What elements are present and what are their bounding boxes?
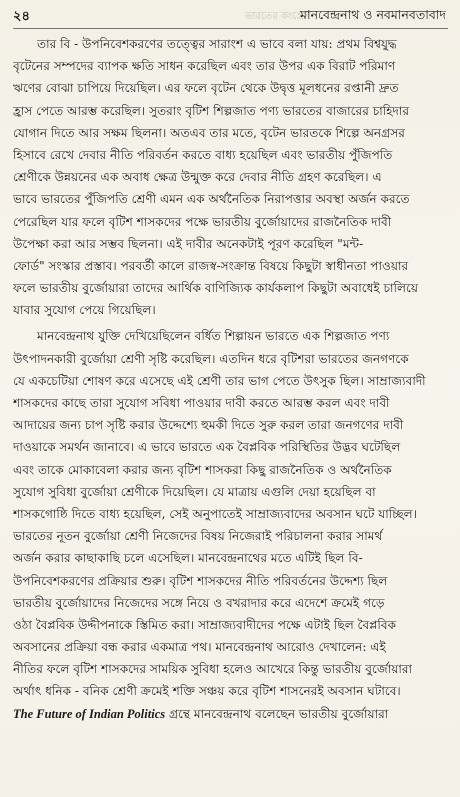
text-line: দাওয়াকে সমর্থন জানাবে। এ ভাবে ভারতে এক বৈপ্লবিক পরিস্থিতির উদ্ভব ঘটেছিল (13, 440, 401, 455)
text-line: মানবেন্দ্রনাথ যুক্তি দেখিয়েছিলেন বর্ধিত শিল্পায়ন ভারতে এক শিল্পজাত পণ্য (37, 329, 390, 344)
text-line: অর্থাৎ ধনিক - বনিক শ্রেণী ক্রমেই শক্তি সঞ্চয় করে বৃটিশ শাসনেরই অবসান ঘটাবে। (13, 684, 401, 699)
text-line: ভাবে ভারতের পুঁজিপতি শ্রেণী এমন এক অর্থনৈতিক নিরাপত্তার অবস্থা অর্জন করতে (13, 192, 410, 207)
text-line: সুযোগ সুবিধা বুর্জোয়া শ্রেণীকে দিয়েছিল। যে মাত্রায় এগুলি দেয়া হয়েছিল বা (13, 484, 376, 499)
text-line: অবসানের প্রক্রিয়া বন্ধ করার একমাত্র পথ। মানবেন্দ্রনাথ আরোও দেখালেন: এই (13, 640, 386, 655)
body-text (13, 33, 448, 725)
text-line: ভারতের নূতন বুর্জোয়া শ্রেণী নিজেদের বিষয় নিজেরাই পরিচালনা করার সামর্থ (13, 529, 383, 544)
text-line: শ্রেণীকে উন্নয়নের এক অবাধ ক্ষেত্র উন্মুক্ত করে দেবার নীতি গ্রহণ করেছিল। এ (13, 170, 382, 185)
text-line: যোগান দিতে আর সক্ষম ছিলনা। অতএব তার মতে, বৃটেন ভারতকে শিল্পে অনগ্রসর (13, 125, 405, 140)
text-line: উৎপাদনকারী বুর্জোয়া শ্রেণী সৃষ্টি করেছিল। এতদিন ধরে বৃটিশরা ভারতের জনগণকে (13, 351, 409, 366)
text-line: শাসকগোষ্ঠি দিতে বাধ্য হয়েছিল, সেই অনুপাতেই সাম্রাজ্যবাদের অবসান ঘটে যাচ্ছিল। (13, 506, 418, 521)
text-line: ফোর্ড" সংস্কার প্রস্তাব। পরবর্তী কালে রাজস্ব-সংক্রান্ত বিষয়ে কিছুটা স্বাধীনতা পাওয়ার (13, 258, 409, 273)
text-line: যে একচেটিয়া শোষণ করে এসেছে এই শ্রেণী তার ভাগ পেতে উৎসুক ছিল। সাম্রাজ্যবাদী (13, 373, 426, 388)
text-fragment: গ্রন্থে মানবেন্দ্রনাথ বলেছেন ভারতীয় বুর্জোয়ারা (165, 706, 389, 721)
text-line: অর্জন করার কাছাকাছি চলে এসেছিল। মানবেন্দ্রনাথের মতে এটিই ছিল বি- (13, 551, 363, 566)
page-header (13, 6, 448, 29)
paragraph-1 (13, 33, 448, 321)
text-line: যাবার সুযোগ পেয়ে গিয়েছিল। (13, 303, 156, 318)
text-line: ফলে ভারতীয় বুর্জোয়ারা তাদের আর্থিক বাণিজ্যিক কার্যকলাপ কিছুটা অবাধেই চালিয়ে (13, 281, 419, 296)
text-line: উপনিবেশকরণের প্রক্রিয়ার শুরু। বৃটিশ শাসকদের নীতি পরিবর্তনের উদ্দেশ্য ছিল (13, 573, 388, 588)
text-line: শাসকদের কাছে তারা সুযোগ সবিধা পাওয়ার দাবী করতে আরম্ভ করল এবং দাবী (13, 396, 390, 410)
text-line: ঋণের বোঝা চাপিয়ে দিয়েছিল। এর ফলে বৃটেন থেকে উদ্বৃত্ত মূলধনের রপ্তানী দ্রুত (13, 81, 399, 96)
text-line: আদায়ের জন্য চাপ সৃষ্টি করার উদ্দেশ্যে হুমকী দিতে সুরু করল তারা জনগণের দাবী (13, 418, 404, 433)
text-line: ভারতীয় বুর্জোয়াদের নিজেদের সঙ্গে নিয়ে ও বখরাদার করে এদেশে ক্রমেই গড়ে (13, 595, 385, 610)
text-line: বৃটেনের সম্পদের ব্যাপক ক্ষতি সাধন করেছিল এবং তার উপর এক বিরাট পরিমাণ (13, 59, 396, 74)
text-line: হিসাবে রেখে দেবার নীতি পরিবর্তন করতে বাধ্য হয়েছিল এবং ভারতীয় পুঁজিপতি (13, 147, 393, 162)
text-line: পেরেছিল যার ফলে বৃটিশ শাসকদের পক্ষে ভারতীয় বুর্জোয়াদের রাজনৈতিক দাবী (13, 214, 392, 229)
paragraph-2 (13, 325, 448, 702)
book-title: The Future of Indian Politics (13, 706, 166, 721)
text-line: তার বি - উপনিবেশকরণের তত্ত্বের সারাংশ এ ভাবে বলা যায়: প্রথম বিশ্বযুদ্ধ (37, 37, 397, 51)
page-number: ২৪ (13, 9, 30, 24)
text-line: উপেক্ষা করা আর সম্ভব ছিলনা। এই দাবীর অনেকটাই পূরণ করেছিল "মন্ট- (13, 236, 364, 251)
text-line: হ্রাস পেতে আরম্ভ করেছিল। সুতরাং বৃটিশ শিল্পজাত পণ্য ভারতের বাজারের চাহিদার (13, 103, 410, 118)
bleed-through-text: ভারতের কংগ্রেস (245, 11, 311, 22)
text-line: ওঠা বৈপ্লবিক উদ্দীপনাকে স্তিমিত করা। সাম্রাজ্যবাদীদের পক্ষে এটাই ছিল বৈপ্লবিক (13, 617, 397, 632)
text-line: নীতির ফলে বৃটিশ শাসকদের সাময়িক সুবিধা হলেও আখেরে কিন্তু ভারতীয় বুর্জোয়ারা (13, 662, 412, 677)
paragraph-3-first-line (13, 703, 448, 725)
running-title: মানবেন্দ্রনাথ ও নবমানবতাবাদ (300, 7, 446, 22)
text-line: এবং তাকে মোকাবেলা করার জন্য বৃটিশ শাসকরা কিছু রাজনৈতিক ও অর্থনৈতিক (13, 462, 392, 477)
